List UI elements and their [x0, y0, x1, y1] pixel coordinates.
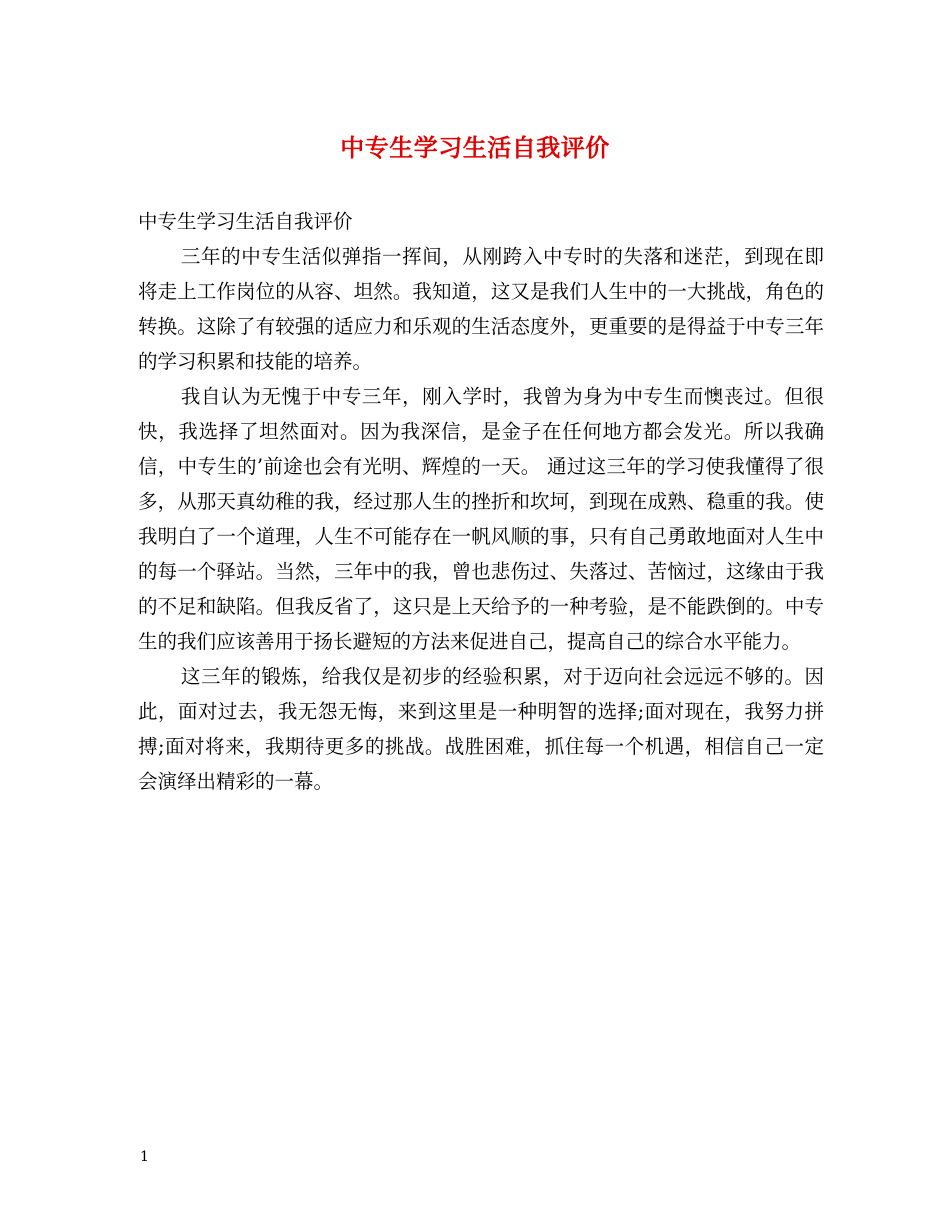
paragraph-3: 这三年的锻炼，给我仅是初步的经验积累，对于迈向社会远远不够的。因此，面对过去，我无怨无悔，来到这里是一种明智的选择;面对现在，我努力拼搏;面对将来，我期待更多的挑战。战胜困难，抓住每一个机遇，相信自己一定会演绎出精彩的一幕。	[138, 665, 824, 793]
document-body	[138, 204, 824, 799]
paragraph-1: 三年的中专生活似弹指一挥间，从刚跨入中专时的失落和迷茫，到现在即将走上工作岗位的从容、坦然。我知道，这又是我们人生中的一大挑战，角色的转换。这除了有较强的适应力和乐观的生活态度外，更重要的是得益于中专三年的学习积累和技能的培养。	[138, 245, 824, 373]
document-subheading: 中专生学习生活自我评价	[138, 210, 353, 233]
paragraph-2: 我自认为无愧于中专三年，刚入学时，我曾为身为中专生而懊丧过。但很快，我选择了坦然面对。因为我深信，是金子在任何地方都会发光。所以我确信，中专生的’前途也会有光明、辉煌的一天。 通过这三年的学习使我懂得了很多，从那天真幼稚的我，经过那人生的挫折和坎坷，到现在成熟、稳重的我。使我明白了一个道理，人生不可能存在一帆风顺的事，只有自己勇敢地面对人生中的每一个驿站。当然，三年中的我，曾也悲伤过、失落过、苦恼过，这缘由于我的不足和缺陷。但我反省了，这只是上天给予的一种考验，是不能跌倒的。中专生的我们应该善用于扬长避短的方法来促进自己，提高自己的综合水平能力。	[138, 385, 824, 653]
page-number: 1	[140, 1149, 149, 1165]
document-title: 中专生学习生活自我评价	[340, 133, 610, 162]
